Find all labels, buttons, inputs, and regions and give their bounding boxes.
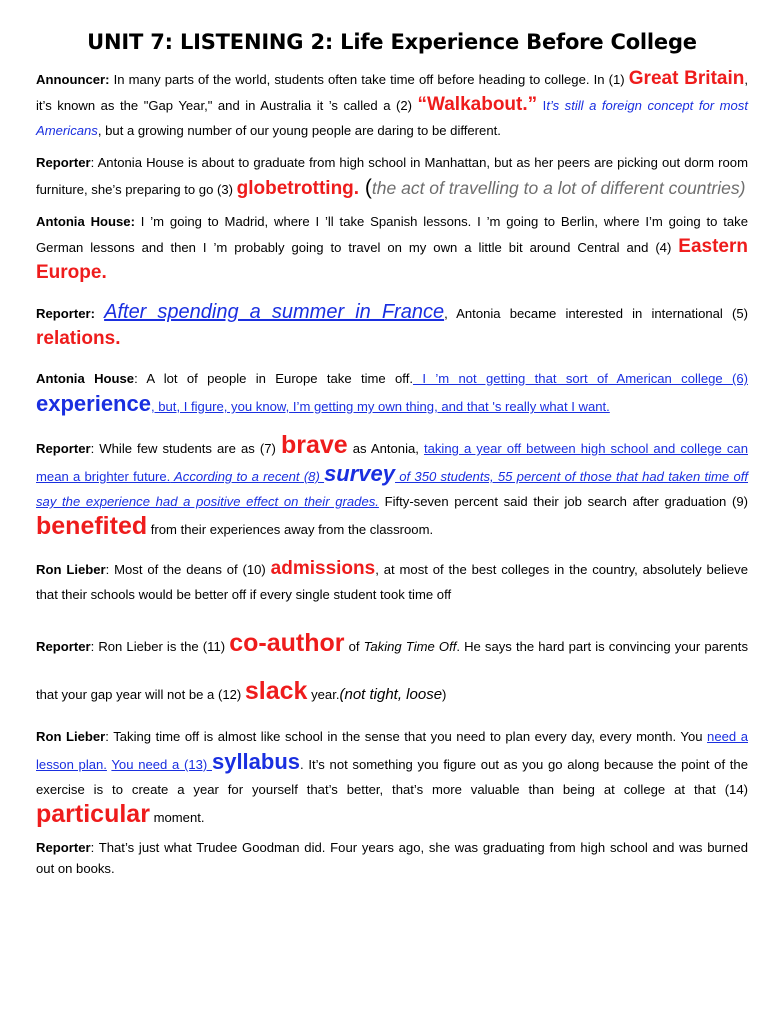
text-run: In many parts of the world, students often take time off before heading to college. In (1): [109, 72, 629, 87]
speaker-label: Antonia House: [36, 371, 135, 386]
text-run: I ’m going to Madrid, where I ’ll take Spanish lessons. I ’m going to Berlin, where I’m going to take German lessons and then I ’m probably going to travel on my own a little bit around Central and (4): [36, 214, 748, 255]
speaker-label: Ron Lieber: [36, 562, 106, 577]
highlighted-link: According to a recent (8): [170, 469, 325, 484]
speaker-label: Reporter: [36, 441, 91, 456]
text-run: . He says the hard part is convincing your parents that your gap year will not be a (12): [36, 639, 748, 702]
answer-13: syllabus: [211, 749, 301, 774]
text-run: : That’s just what Trudee Goodman did. Four years ago, she was graduating from high school and was burned out on books.: [36, 840, 748, 876]
speaker-label: Ron Lieber: [36, 729, 106, 744]
paragraph-ron-1: [36, 556, 748, 607]
paragraph-announcer: [36, 66, 748, 143]
answer-11: co-author: [229, 629, 345, 657]
highlighted-link: , but, I figure, you know, I’m getting my own thing, and that 's really what I want.: [150, 399, 610, 414]
paren-open: (: [359, 176, 372, 199]
paragraph-reporter-1: [36, 150, 748, 202]
highlighted-link: need a lesson plan.: [36, 729, 748, 772]
paragraph-reporter-2: [36, 300, 748, 352]
text-run: as Antonia,: [347, 441, 424, 456]
speaker-label: Reporter: [36, 840, 91, 855]
text-run: Fifty-seven percent said their job search after graduation (9): [378, 494, 748, 509]
paren-close: ): [442, 687, 447, 702]
book-title: Taking Time Off: [363, 639, 457, 654]
page-title: UNIT 7: LISTENING 2: Life Experience Before College: [87, 30, 697, 54]
highlighted-link: You need a (13): [111, 757, 212, 772]
paragraph-reporter-3: [36, 433, 748, 542]
paragraph-antonia-2: [36, 366, 748, 419]
paragraph-reporter-5: [36, 837, 748, 879]
paragraph-ron-2: [36, 724, 748, 830]
text-run: : Antonia House is about to graduate from high school in Manhattan, but as her peers are picking out dorm room furniture, she’s preparing to go (3): [36, 155, 748, 197]
text-run: from their experiences away from the classroom.: [147, 522, 434, 537]
speaker-label: Reporter: [36, 639, 91, 654]
answer-3: globetrotting.: [236, 178, 360, 199]
highlighted-link: After spending a summer in France: [104, 301, 445, 323]
answer-7: brave: [280, 431, 348, 459]
answer-4: Eastern Europe.: [36, 236, 748, 283]
text-run: year.: [307, 687, 340, 702]
answer-1: Great Britain: [628, 68, 745, 89]
text-run: , but a growing number of our young people are daring to be different.: [97, 123, 501, 138]
text-run: : A lot of people in Europe take time off.: [134, 371, 413, 386]
answer-2: “Walkabout.”: [417, 94, 538, 115]
paragraph-antonia-1: [36, 209, 748, 286]
answer-12: slack: [244, 677, 308, 705]
text-run: I: [537, 98, 547, 113]
text-run: , it’s known as the "Gap Year," and in Australia it ’s called a (2): [36, 72, 748, 113]
speaker-label: Antonia House:: [36, 214, 135, 229]
definition-note: (not tight, loose: [339, 686, 443, 703]
answer-5: relations.: [36, 328, 121, 349]
answer-9: benefited: [36, 512, 148, 540]
text-run: of: [344, 639, 364, 654]
highlighted-link: of 350 students, 55 percent of those that had taken time off say the experience had a positive effect on their grades.: [36, 469, 748, 509]
answer-14: particular: [36, 800, 150, 828]
speaker-label: Reporter:: [36, 306, 95, 321]
answer-6: experience: [36, 391, 151, 416]
text-run: : Taking time off is almost like school in the sense that you need to plan every day, every month. You: [105, 729, 708, 744]
paragraph-reporter-4: [36, 621, 748, 717]
highlighted-link: I ’m not getting that sort of American college (6): [413, 371, 749, 386]
text-run: , Antonia became interested in international (5): [444, 306, 748, 321]
text-run: . It’s not something you figure out as you go along because the point of the exercise is to create a year for yourself that’s better, that’s more valuable than being at college at that (14): [36, 757, 748, 797]
text-run: moment.: [149, 810, 205, 825]
speaker-label: Announcer:: [36, 72, 110, 87]
answer-8: survey: [324, 461, 396, 486]
definition-note: the act of travelling to a lot of different countries): [371, 178, 746, 198]
speaker-label: Reporter: [36, 155, 91, 170]
highlighted-link: taking a year off between high school and college can mean a brighter future.: [36, 441, 748, 484]
text-run: , at most of the best colleges in the country, absolutely believe that their schools would be better off if every single student took time off: [36, 562, 748, 602]
answer-10: admissions: [270, 558, 376, 579]
text-run: : While few students are as (7): [90, 441, 281, 456]
text-run: : Most of the deans of (10): [105, 562, 271, 577]
highlighted-phrase: t’s still a foreign concept for most Americans: [36, 98, 748, 138]
text-run: : Ron Lieber is the (11): [90, 639, 230, 654]
